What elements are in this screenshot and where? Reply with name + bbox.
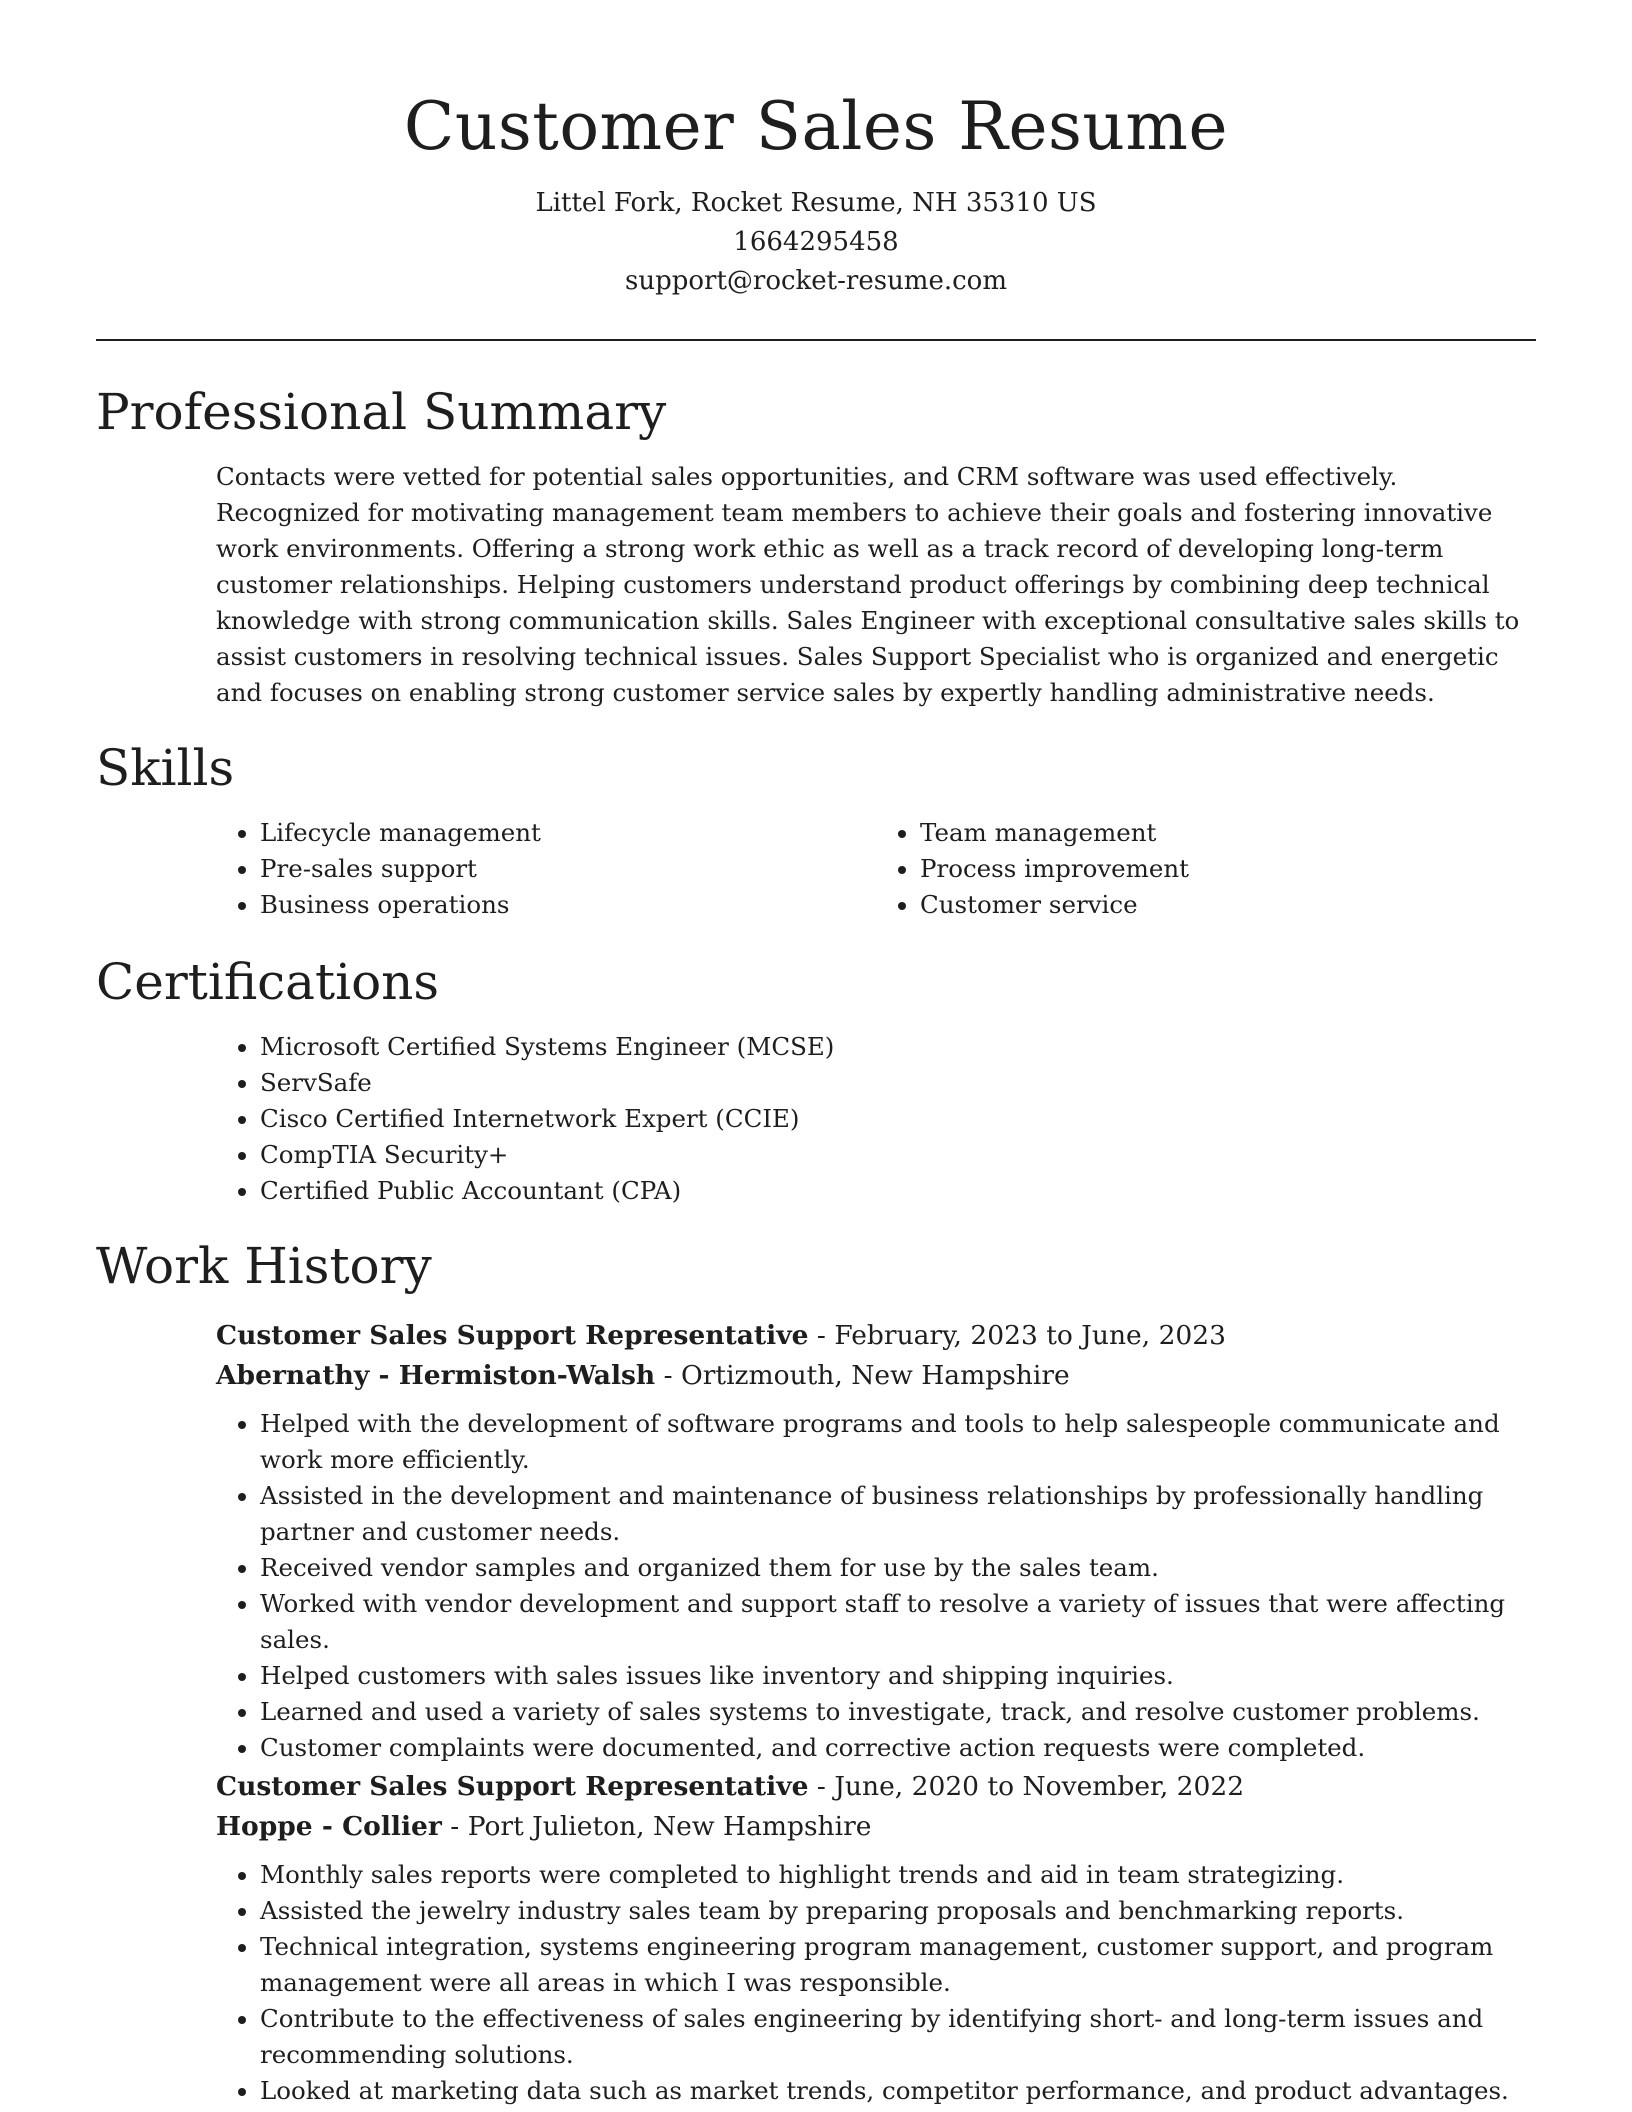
job-bullet: • Helped with the development of software programs and tools to help salespeople communicate and work more efficiently.	[260, 1406, 1536, 1478]
resume-header	[96, 0, 1536, 301]
job-company-line: Hoppe - Collier - Port Julieton, New Hampshire	[216, 1811, 872, 1842]
job-bullet: • Received vendor samples and organized them for use by the sales team.	[260, 1550, 1536, 1586]
skill-item: • Process improvement	[920, 851, 1536, 887]
job-entry	[216, 1316, 1536, 1766]
skill-item: • Team management	[920, 815, 1536, 851]
job-bullets	[216, 1857, 1536, 2109]
job-bullet: • Monthly sales reports were completed to highlight trends and aid in team strategizing.	[260, 1857, 1536, 1893]
phone: 1664295458	[733, 227, 899, 257]
job-location: Ortizmouth, New Hampshire	[681, 1360, 1070, 1391]
job-position: Customer Sales Support Representative	[216, 1320, 809, 1351]
job-bullet: • Learned and used a variety of sales systems to investigate, track, and resolve customer problems.	[260, 1694, 1536, 1730]
skill-item: • Lifecycle management	[260, 815, 876, 851]
job-title-line: Customer Sales Support Representative - June, 2020 to November, 2022	[216, 1771, 1245, 1802]
job-dates: February, 2023 to June, 2023	[834, 1320, 1227, 1351]
job-title-line: Customer Sales Support Representative - February, 2023 to June, 2023	[216, 1320, 1227, 1351]
job-company: Abernathy - Hermiston-Walsh	[216, 1360, 656, 1391]
skills-heading: Skills	[96, 739, 235, 797]
certification-item: • Certified Public Accountant (CPA)	[260, 1173, 1536, 1209]
job-bullet: • Looked at marketing data such as market trends, competitor performance, and product advantages.	[260, 2073, 1536, 2109]
certification-item: • ServSafe	[260, 1065, 1536, 1101]
job-bullet: • Assisted in the development and maintenance of business relationships by professionally handling partner and customer needs.	[260, 1478, 1536, 1550]
job-position: Customer Sales Support Representative	[216, 1771, 809, 1802]
skill-item: • Pre-sales support	[260, 851, 876, 887]
resume-title: Customer Sales Resume	[403, 88, 1229, 165]
email: support@rocket-resume.com	[624, 266, 1007, 296]
contact-info	[96, 184, 1536, 301]
address: Littel Fork, Rocket Resume, NH 35310 US	[535, 188, 1097, 218]
certification-item: • CompTIA Security+	[260, 1137, 1536, 1173]
job-bullet: • Worked with vendor development and support staff to resolve a variety of issues that were affecting sales.	[260, 1586, 1536, 1658]
job-location: Port Julieton, New Hampshire	[467, 1811, 872, 1842]
certification-item: • Cisco Certified Internetwork Expert (CCIE)	[260, 1101, 1536, 1137]
job-bullet: • Technical integration, systems engineering program management, customer support, and program management were all areas in which I was responsible.	[260, 1929, 1536, 2001]
summary-text: Contacts were vetted for potential sales opportunities, and CRM software was used effectively. Recognized for motivating management team members to achieve their goals and fostering innovative work environments. Offering a strong work ethic as well as a track record of developing long-term customer relationships. Helping customers understand product offerings by combining deep technical knowledge with strong communication skills. Sales Engineer with exceptional consultative sales skills to assist customers in resolving technical issues. Sales Support Specialist who is organized and energetic and focuses on enabling strong customer service sales by expertly handling administrative needs.	[216, 462, 1520, 707]
job-bullets	[216, 1406, 1536, 1766]
work-history-heading: Work History	[96, 1237, 432, 1295]
job-entry	[216, 1767, 1536, 2109]
certification-item: • Microsoft Certified Systems Engineer (MCSE)	[260, 1029, 1536, 1065]
skill-item: • Business operations	[260, 887, 876, 923]
skills-column-left	[216, 815, 876, 923]
resume-page	[96, 0, 1536, 2105]
job-bullet: • Helped customers with sales issues like inventory and shipping inquiries.	[260, 1658, 1536, 1694]
job-bullet: • Customer complaints were documented, and corrective action requests were completed.	[260, 1730, 1536, 1766]
skill-item: • Customer service	[920, 887, 1536, 923]
job-bullet: • Contribute to the effectiveness of sales engineering by identifying short- and long-term issues and recommending solutions.	[260, 2001, 1536, 2073]
certifications-list	[216, 1029, 1536, 1209]
header-divider	[96, 339, 1536, 341]
job-company: Hoppe - Collier	[216, 1811, 442, 1842]
skills-list	[216, 815, 1536, 923]
certifications-heading: Certifications	[96, 953, 440, 1011]
job-company-line: Abernathy - Hermiston-Walsh - Ortizmouth, New Hampshire	[216, 1360, 1070, 1391]
summary-heading: Professional Summary	[96, 383, 667, 441]
job-bullet: • Assisted the jewelry industry sales team by preparing proposals and benchmarking reports.	[260, 1893, 1536, 1929]
job-dates: June, 2020 to November, 2022	[834, 1771, 1245, 1802]
skills-column-right	[876, 815, 1536, 923]
